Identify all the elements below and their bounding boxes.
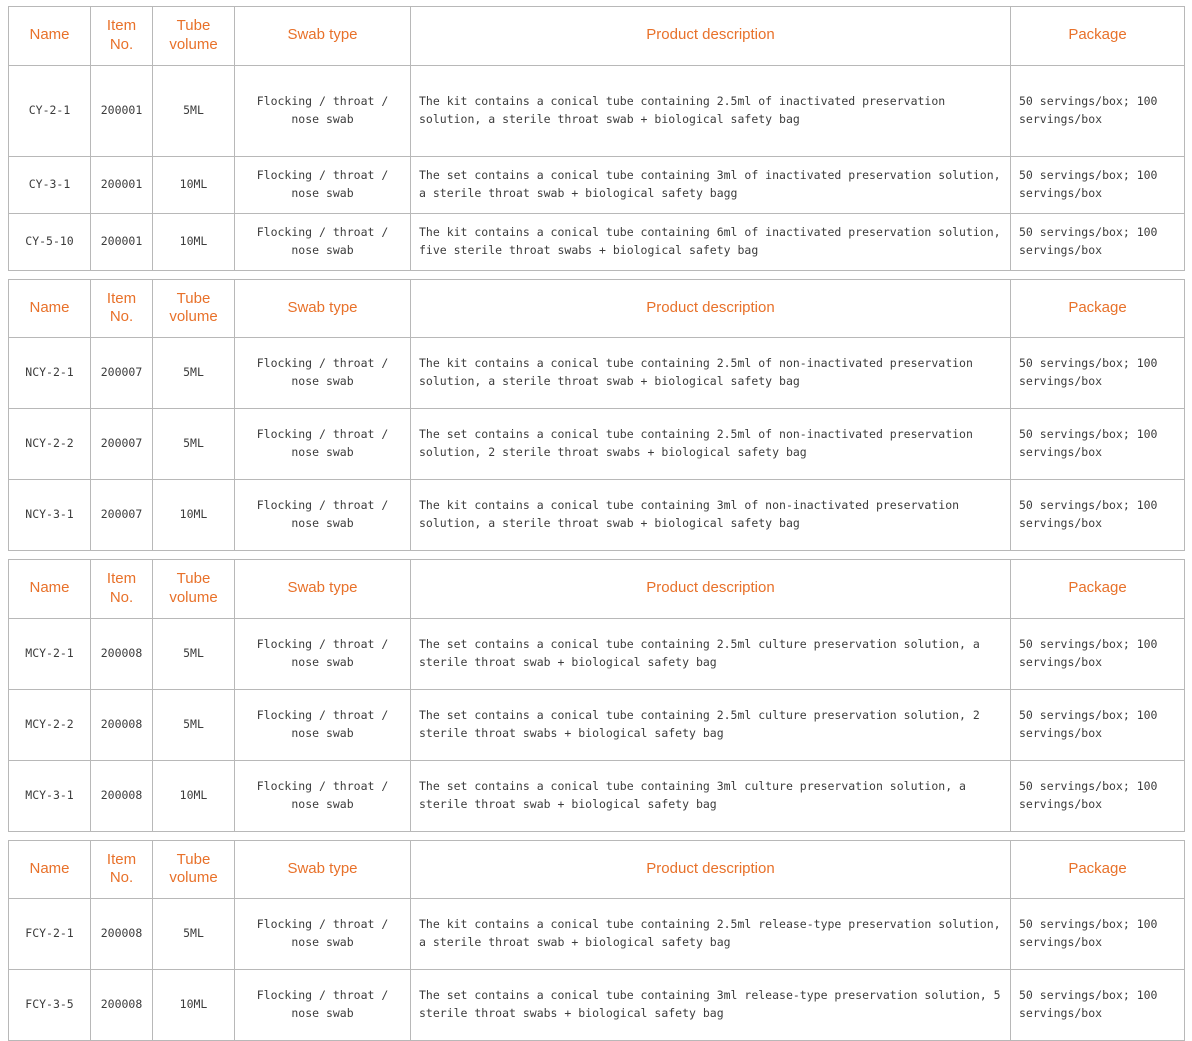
cell-package: 50 servings/box; 100 servings/box bbox=[1011, 618, 1185, 689]
cell-tube-volume: 5ML bbox=[153, 899, 235, 970]
table-row bbox=[9, 338, 1185, 409]
cell-tube-volume: 10ML bbox=[153, 213, 235, 270]
cell-product-description: The kit contains a conical tube containing 2.5ml release-type preservation solution, a sterile throat swab + biological safety bag bbox=[411, 899, 1011, 970]
cell-product-description: The kit contains a conical tube containing 2.5ml of non-inactivated preservation solution, a sterile throat swab + biological safety bag bbox=[411, 338, 1011, 409]
column-header-swab-type: Swab type bbox=[235, 560, 411, 619]
column-header-product-description: Product description bbox=[411, 279, 1011, 338]
cell-tube-volume: 5ML bbox=[153, 65, 235, 156]
cell-tube-volume: 5ML bbox=[153, 689, 235, 760]
product-table-inactivated bbox=[8, 6, 1185, 271]
cell-name: NCY-3-1 bbox=[9, 480, 91, 551]
table-header-row bbox=[9, 279, 1185, 338]
cell-tube-volume: 10ML bbox=[153, 970, 235, 1041]
cell-product-description: The kit contains a conical tube containing 6ml of inactivated preservation solution, five sterile throat swabs + biological safety bag bbox=[411, 213, 1011, 270]
cell-item-no: 200007 bbox=[91, 409, 153, 480]
cell-name: CY-5-10 bbox=[9, 213, 91, 270]
cell-swab-type: Flocking / throat / nose swab bbox=[235, 480, 411, 551]
column-header-package: Package bbox=[1011, 840, 1185, 899]
cell-package: 50 servings/box; 100 servings/box bbox=[1011, 213, 1185, 270]
column-header-swab-type: Swab type bbox=[235, 840, 411, 899]
cell-tube-volume: 5ML bbox=[153, 409, 235, 480]
table-header-row bbox=[9, 7, 1185, 66]
cell-product-description: The set contains a conical tube containing 2.5ml culture preservation solution, a sterile throat swab + biological safety bag bbox=[411, 618, 1011, 689]
cell-swab-type: Flocking / throat / nose swab bbox=[235, 970, 411, 1041]
cell-item-no: 200007 bbox=[91, 338, 153, 409]
column-header-item-no: Item No. bbox=[91, 840, 153, 899]
cell-package: 50 servings/box; 100 servings/box bbox=[1011, 156, 1185, 213]
cell-swab-type: Flocking / throat / nose swab bbox=[235, 689, 411, 760]
column-header-product-description: Product description bbox=[411, 7, 1011, 66]
cell-tube-volume: 10ML bbox=[153, 480, 235, 551]
cell-name: NCY-2-1 bbox=[9, 338, 91, 409]
cell-swab-type: Flocking / throat / nose swab bbox=[235, 213, 411, 270]
product-table-release-type bbox=[8, 840, 1185, 1041]
column-header-name: Name bbox=[9, 840, 91, 899]
table-row bbox=[9, 760, 1185, 831]
column-header-item-no: Item No. bbox=[91, 560, 153, 619]
column-header-swab-type: Swab type bbox=[235, 279, 411, 338]
cell-product-description: The set contains a conical tube containing 3ml release-type preservation solution, 5 sterile throat swabs + biological safety bag bbox=[411, 970, 1011, 1041]
cell-item-no: 200001 bbox=[91, 65, 153, 156]
table-row bbox=[9, 618, 1185, 689]
cell-item-no: 200001 bbox=[91, 156, 153, 213]
cell-item-no: 200008 bbox=[91, 618, 153, 689]
cell-swab-type: Flocking / throat / nose swab bbox=[235, 760, 411, 831]
column-header-tube-volume: Tube volume bbox=[153, 7, 235, 66]
table-header-row bbox=[9, 840, 1185, 899]
product-table-non-inactivated bbox=[8, 279, 1185, 552]
cell-package: 50 servings/box; 100 servings/box bbox=[1011, 689, 1185, 760]
table-row bbox=[9, 970, 1185, 1041]
cell-package: 50 servings/box; 100 servings/box bbox=[1011, 899, 1185, 970]
cell-name: FCY-2-1 bbox=[9, 899, 91, 970]
cell-name: NCY-2-2 bbox=[9, 409, 91, 480]
cell-name: CY-3-1 bbox=[9, 156, 91, 213]
cell-name: CY-2-1 bbox=[9, 65, 91, 156]
table-row bbox=[9, 156, 1185, 213]
cell-package: 50 servings/box; 100 servings/box bbox=[1011, 970, 1185, 1041]
column-header-name: Name bbox=[9, 7, 91, 66]
product-table-culture bbox=[8, 559, 1185, 832]
cell-name: FCY-3-5 bbox=[9, 970, 91, 1041]
cell-swab-type: Flocking / throat / nose swab bbox=[235, 338, 411, 409]
column-header-tube-volume: Tube volume bbox=[153, 279, 235, 338]
table-row bbox=[9, 65, 1185, 156]
cell-product-description: The set contains a conical tube containing 2.5ml culture preservation solution, 2 sterile throat swabs + biological safety bag bbox=[411, 689, 1011, 760]
cell-package: 50 servings/box; 100 servings/box bbox=[1011, 480, 1185, 551]
cell-tube-volume: 10ML bbox=[153, 760, 235, 831]
column-header-tube-volume: Tube volume bbox=[153, 840, 235, 899]
column-header-tube-volume: Tube volume bbox=[153, 560, 235, 619]
column-header-package: Package bbox=[1011, 560, 1185, 619]
cell-item-no: 200008 bbox=[91, 899, 153, 970]
cell-item-no: 200007 bbox=[91, 480, 153, 551]
column-header-package: Package bbox=[1011, 279, 1185, 338]
table-row bbox=[9, 480, 1185, 551]
column-header-item-no: Item No. bbox=[91, 7, 153, 66]
column-header-swab-type: Swab type bbox=[235, 7, 411, 66]
cell-product-description: The kit contains a conical tube containing 3ml of non-inactivated preservation solution, a sterile throat swab + biological safety bag bbox=[411, 480, 1011, 551]
cell-swab-type: Flocking / throat / nose swab bbox=[235, 156, 411, 213]
cell-name: MCY-2-1 bbox=[9, 618, 91, 689]
column-header-package: Package bbox=[1011, 7, 1185, 66]
column-header-name: Name bbox=[9, 560, 91, 619]
table-row bbox=[9, 409, 1185, 480]
column-header-product-description: Product description bbox=[411, 560, 1011, 619]
cell-swab-type: Flocking / throat / nose swab bbox=[235, 618, 411, 689]
table-header-row bbox=[9, 560, 1185, 619]
cell-swab-type: Flocking / throat / nose swab bbox=[235, 409, 411, 480]
cell-tube-volume: 5ML bbox=[153, 338, 235, 409]
cell-product-description: The set contains a conical tube containing 3ml culture preservation solution, a sterile throat swab + biological safety bag bbox=[411, 760, 1011, 831]
cell-item-no: 200001 bbox=[91, 213, 153, 270]
cell-tube-volume: 10ML bbox=[153, 156, 235, 213]
table-row bbox=[9, 899, 1185, 970]
table-row bbox=[9, 689, 1185, 760]
cell-tube-volume: 5ML bbox=[153, 618, 235, 689]
cell-package: 50 servings/box; 100 servings/box bbox=[1011, 65, 1185, 156]
column-header-item-no: Item No. bbox=[91, 279, 153, 338]
cell-item-no: 200008 bbox=[91, 970, 153, 1041]
cell-swab-type: Flocking / throat / nose swab bbox=[235, 899, 411, 970]
cell-product-description: The kit contains a conical tube containing 2.5ml of inactivated preservation solution, a sterile throat swab + biological safety bag bbox=[411, 65, 1011, 156]
cell-name: MCY-3-1 bbox=[9, 760, 91, 831]
cell-package: 50 servings/box; 100 servings/box bbox=[1011, 338, 1185, 409]
cell-swab-type: Flocking / throat / nose swab bbox=[235, 65, 411, 156]
cell-item-no: 200008 bbox=[91, 689, 153, 760]
cell-package: 50 servings/box; 100 servings/box bbox=[1011, 760, 1185, 831]
cell-name: MCY-2-2 bbox=[9, 689, 91, 760]
cell-product-description: The set contains a conical tube containing 2.5ml of non-inactivated preservation solution, 2 sterile throat swabs + biological safety bag bbox=[411, 409, 1011, 480]
cell-product-description: The set contains a conical tube containing 3ml of inactivated preservation solution, a sterile throat swab + biological safety bagg bbox=[411, 156, 1011, 213]
column-header-name: Name bbox=[9, 279, 91, 338]
column-header-product-description: Product description bbox=[411, 840, 1011, 899]
table-row bbox=[9, 213, 1185, 270]
cell-package: 50 servings/box; 100 servings/box bbox=[1011, 409, 1185, 480]
cell-item-no: 200008 bbox=[91, 760, 153, 831]
